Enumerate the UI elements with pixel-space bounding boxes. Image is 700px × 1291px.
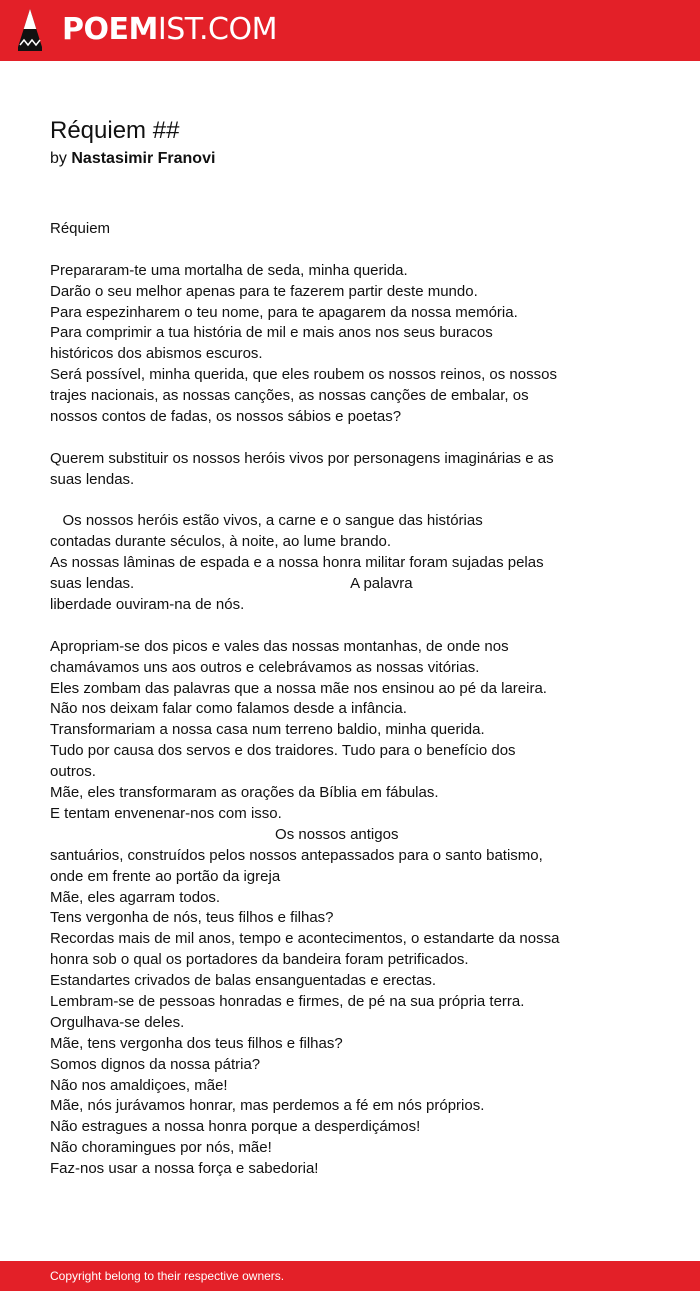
poem-line: trajes nacionais, as nossas canções, as nossas canções de embalar, os [50,387,529,405]
site-logo[interactable] [62,11,277,49]
poem-line: Lembram-se de pessoas honradas e firmes, de pé na sua própria terra. [50,992,525,1010]
poem-line [50,616,610,637]
poem-line: Não nos amaldiçoes, mãe! [50,1076,228,1094]
poem-line: Não estragues a nossa honra porque a desperdiçámos! [50,1118,421,1136]
poem-line: Mãe, eles agarram todos. [50,888,221,906]
poem-line: Recordas mais de mil anos, tempo e acontecimentos, o estandarte da nossa [50,930,560,948]
poem-line: Orgulhava-se deles. [50,1013,185,1031]
logo-light-text: IST.COM [157,12,277,47]
poem-line: Somos dignos da nossa pátria? [50,1055,261,1073]
poem-line [50,240,610,261]
poem-line: Apropriam-se dos picos e vales das nossas montanhas, de onde nos [50,637,509,655]
poem-line: Querem substituir os nossos heróis vivos por personagens imaginárias e as [50,449,554,467]
poem-line: suas lendas. A palavra [50,575,413,593]
by-label: by [50,150,67,167]
poem-line: As nossas lâminas de espada e a nossa honra militar foram sujadas pelas [50,554,544,572]
logo-bold-text: POEM [62,12,158,47]
poem-line: Transformariam a nossa casa num terreno baldio, minha querida. [50,721,485,739]
pencil-icon[interactable] [18,9,42,51]
author-name[interactable]: Nastasimir Franovi [71,150,216,167]
poem-line: Não nos deixam falar como falamos desde a infância. [50,700,407,718]
poem-line: contadas durante séculos, à noite, ao lume brando. [50,533,392,551]
poem-line: Estandartes crivados de balas ensanguentadas e erectas. [50,972,437,990]
poem-line: suas lendas. [50,470,135,488]
poem-title: Réquiem ## [50,117,180,144]
poem-line: Tens vergonha de nós, teus filhos e filhas? [50,909,334,927]
poem-line [50,491,610,512]
poem-line: Tudo por causa dos servos e dos traidores. Tudo para o benefício dos [50,742,516,760]
poem-line: Os nossos heróis estão vivos, a carne e o sangue das histórias [50,512,483,530]
poem-line: liberdade ouviram-na de nós. [50,596,245,614]
poem-line: históricos dos abismos escuros. [50,345,263,363]
poem-line: Mãe, eles transformaram as orações da Bíblia em fábulas. [50,784,439,802]
poem-line: Prepararam-te uma mortalha de seda, minha querida. [50,261,408,279]
poem-line: Não choramingues por nós, mãe! [50,1139,272,1157]
poem-line: Eles zombam das palavras que a nossa mãe nos ensinou ao pé da lareira. [50,679,547,697]
poem-line: Mãe, tens vergonha dos teus filhos e filhas? [50,1034,343,1052]
poem-line: Darão o seu melhor apenas para te fazerem partir deste mundo. [50,282,478,300]
poem-line: Para espezinharem o teu nome, para te apagarem da nossa memória. [50,303,518,321]
site-header [0,0,700,61]
poem-line [50,428,610,449]
poem-line: Mãe, nós jurávamos honrar, mas perdemos a fé em nós próprios. [50,1097,485,1115]
poem-line: Os nossos antigos [50,825,399,843]
site-footer [0,1261,700,1291]
poem-line: chamávamos uns aos outros e celebrávamos as nossas vitórias. [50,658,480,676]
poem-line: onde em frente ao portão da igreja [50,867,281,885]
poem-line: E tentam envenenar-nos com isso. [50,804,282,822]
poem-line: Faz-nos usar a nossa força e sabedoria! [50,1160,319,1178]
poem-body [50,219,610,1180]
poem-line: Réquiem [50,220,111,237]
poem-line: nossos contos de fadas, os nossos sábios e poetas? [50,408,402,426]
poem-line: honra sob o qual os portadores da bandeira foram petrificados. [50,951,469,969]
byline [50,148,215,169]
poem-line: Para comprimir a tua história de mil e mais anos nos seus buracos [50,324,493,342]
copyright-text: Copyright belong to their respective owners. [50,1269,285,1283]
poem-line: santuários, construídos pelos nossos antepassados para o santo batismo, [50,846,543,864]
poem-line: outros. [50,763,96,781]
poem-line: Será possível, minha querida, que eles roubem os nossos reinos, os nossos [50,366,557,384]
